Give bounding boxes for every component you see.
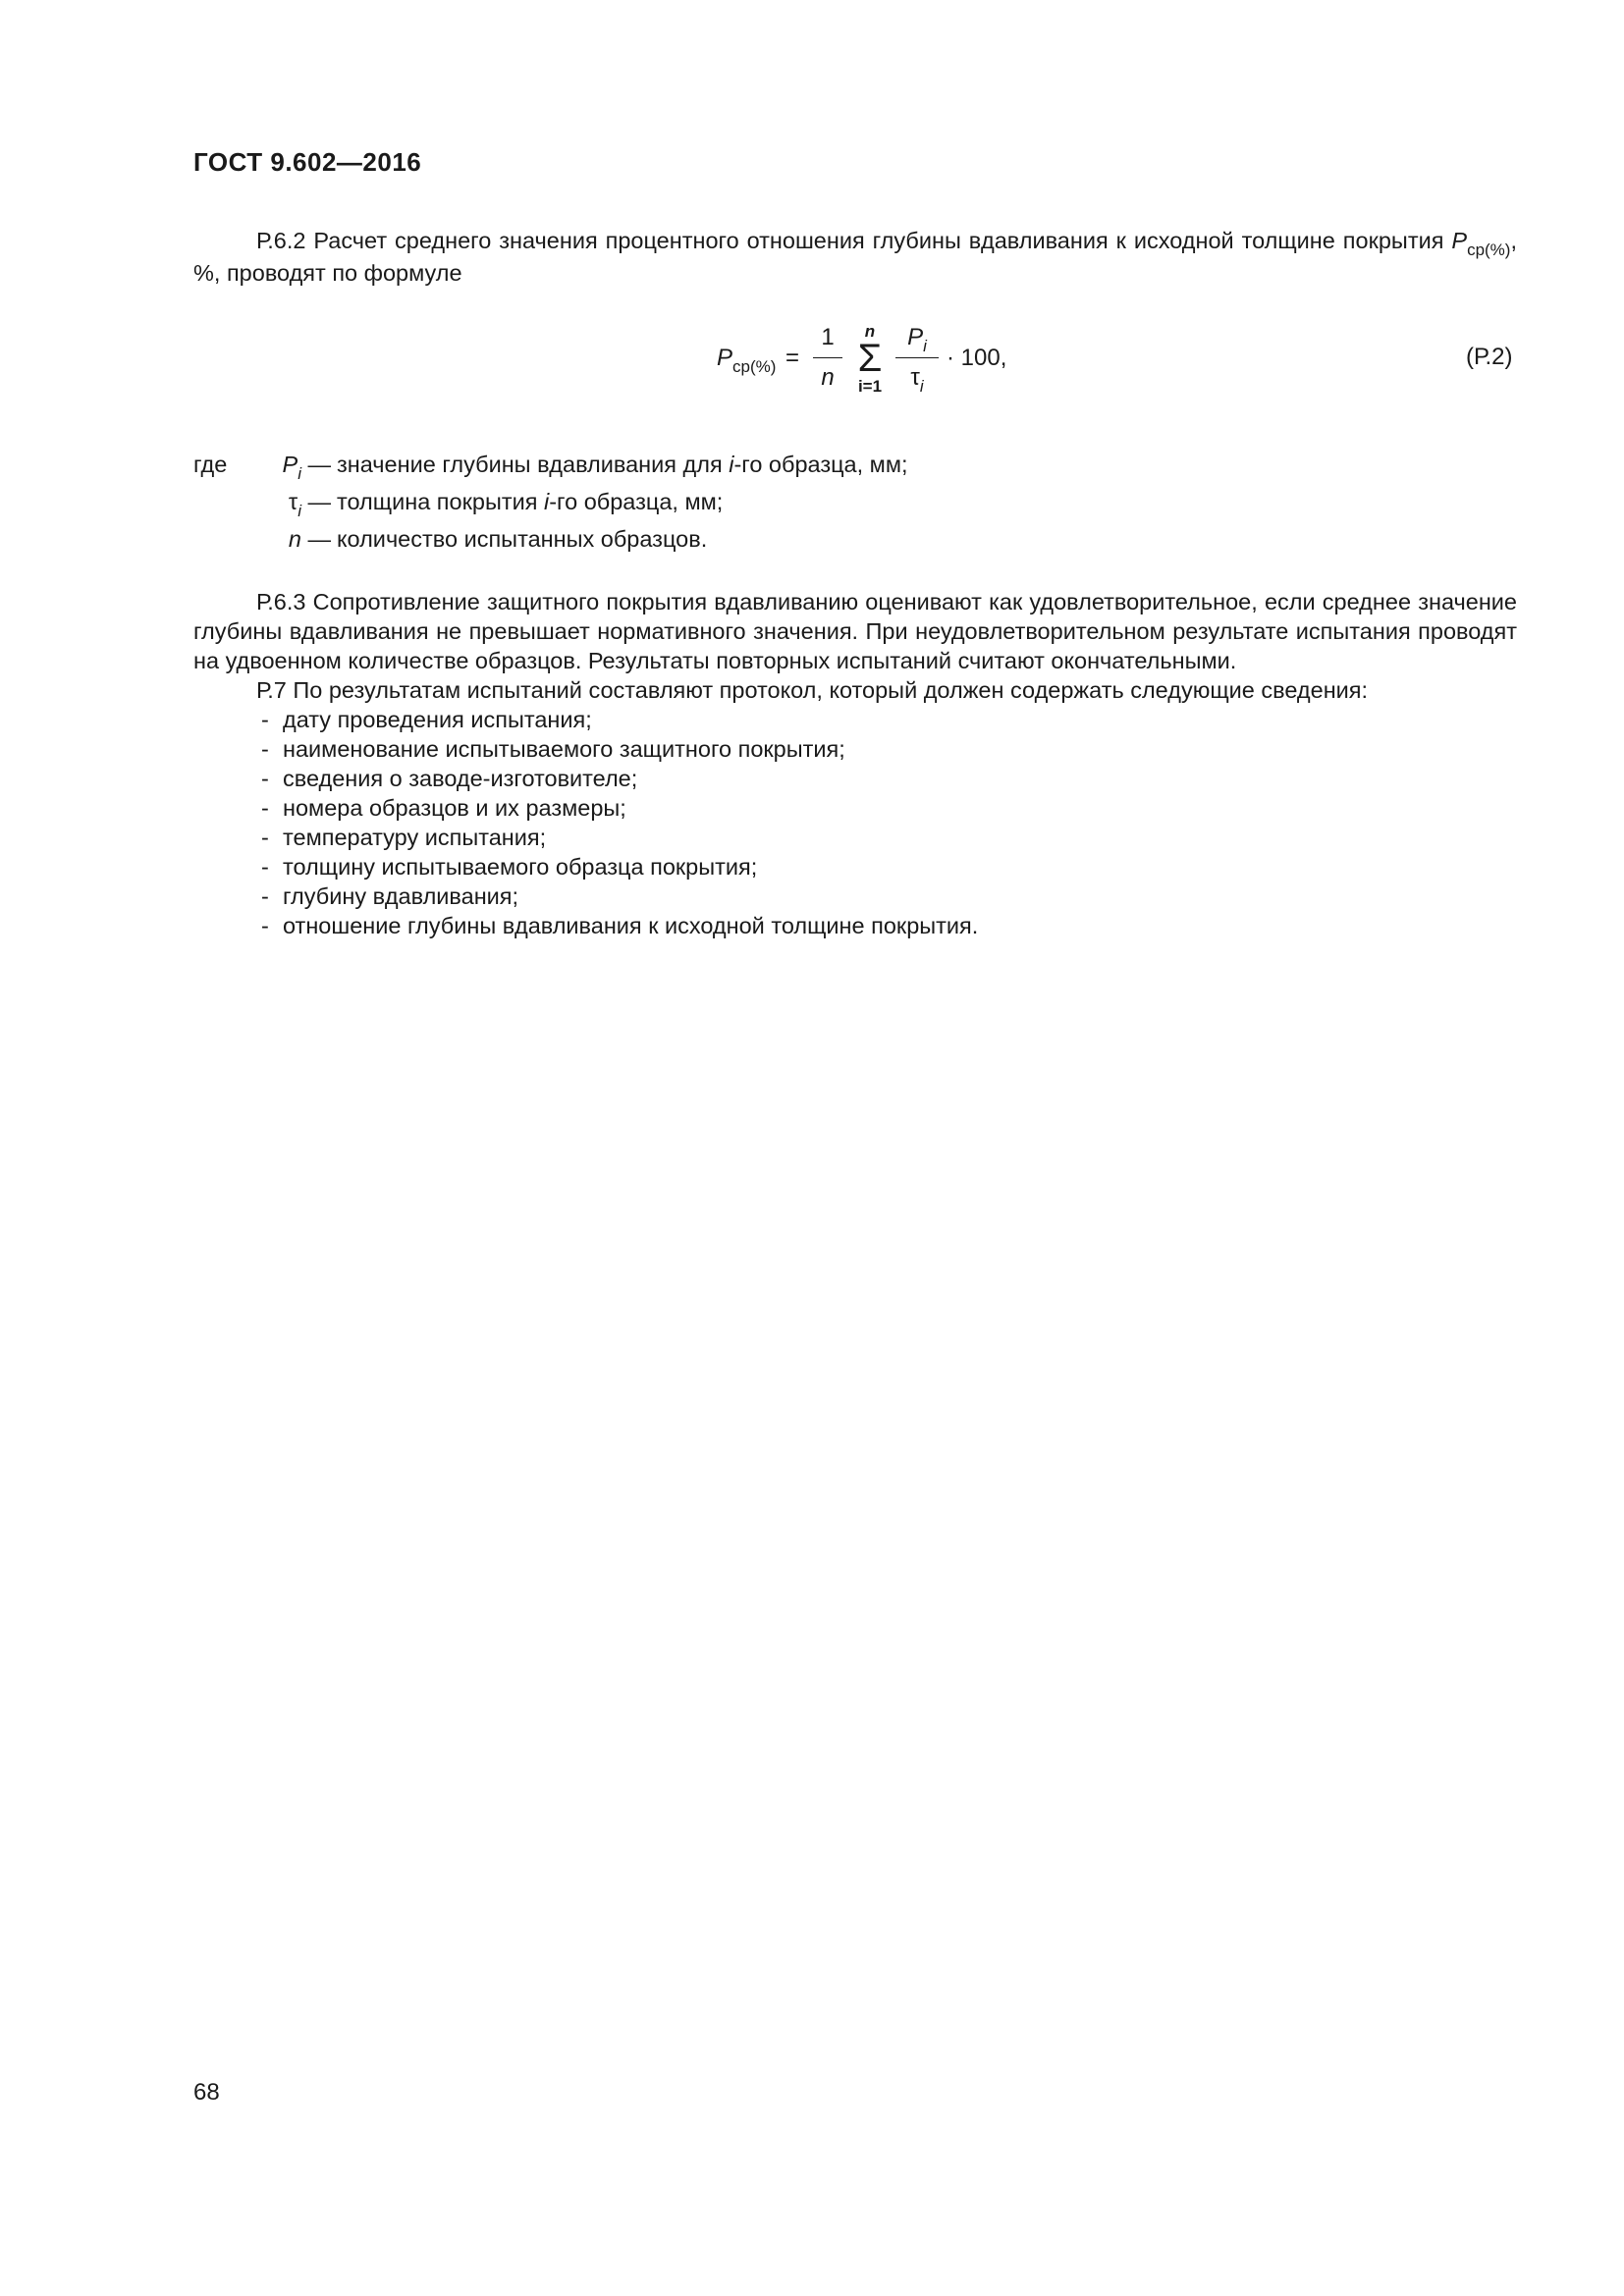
list-dash: - bbox=[261, 707, 269, 732]
list-item-text: номера образцов и их размеры; bbox=[283, 795, 626, 821]
list-dash: - bbox=[261, 736, 269, 762]
list-item-text: толщину испытываемого образца покрытия; bbox=[283, 854, 758, 880]
legend-symbol-sub: i bbox=[298, 502, 301, 520]
legend-dash: — bbox=[300, 526, 331, 552]
list-item-text: сведения о заводе-изготовителе; bbox=[283, 766, 638, 791]
list-item-text: наименование испытываемого защитного покрытия; bbox=[283, 736, 845, 762]
paragraph-p6-2 bbox=[193, 226, 1517, 288]
legend-symbol bbox=[237, 526, 331, 553]
legend-symbol bbox=[237, 452, 331, 483]
equation-number: (Р.2) bbox=[1466, 344, 1513, 370]
list-item-text: отношение глубины вдавливания к исходной толщине покрытия. bbox=[283, 913, 979, 938]
legend-dash: — bbox=[300, 489, 331, 514]
list-item bbox=[261, 734, 978, 764]
legend-text bbox=[337, 452, 908, 478]
list-item-text: температуру испытания; bbox=[283, 825, 547, 850]
p6-2-text-a: Р.6.2 Расчет среднего значения процентного отношения глубины вдавливания к исходной толщине покрытия bbox=[256, 228, 1452, 253]
list-dash: - bbox=[261, 766, 269, 791]
legend-symbol-main: n bbox=[288, 526, 301, 552]
fraction-2-bar bbox=[895, 357, 939, 358]
paragraph-p6-3: Р.6.3 Сопротивление защитного покрытия вдавливанию оценивают как удовлетворительное, если среднее значение глубины вдавливания не превышает нормативного значения. При неудовлетворительном результате испытания проводят на удвоенном количестве образцов. Результаты повторных испытаний считают окончательными. bbox=[193, 589, 1517, 673]
list-item bbox=[261, 764, 978, 793]
list-item bbox=[261, 793, 978, 823]
legend-text-a: значение глубины вдавливания для bbox=[337, 452, 730, 477]
legend-text-italic: i bbox=[543, 489, 550, 514]
fraction-1-numerator: 1 bbox=[821, 324, 835, 350]
legend-symbol-main: τ bbox=[288, 489, 298, 514]
list-dash: - bbox=[261, 883, 269, 909]
legend-text: количество испытанных образцов. bbox=[337, 526, 708, 552]
fraction-2-numerator bbox=[895, 324, 939, 355]
formula-tail: · 100, bbox=[947, 345, 1007, 371]
fraction-2-den-symbol: τ bbox=[910, 364, 920, 391]
formula-sum bbox=[852, 322, 888, 396]
fraction-1-denominator: n bbox=[821, 364, 835, 391]
list-dash: - bbox=[261, 825, 269, 850]
formula-fraction-1 bbox=[813, 324, 842, 392]
fraction-2-num-symbol: P bbox=[907, 324, 924, 350]
legend-dash: — bbox=[300, 452, 331, 477]
list-item bbox=[261, 705, 978, 734]
list-item bbox=[261, 823, 978, 852]
list-dash: - bbox=[261, 854, 269, 880]
fraction-2-num-sub: i bbox=[923, 337, 927, 355]
protocol-contents-list bbox=[261, 705, 978, 940]
formula-lhs-symbol: P bbox=[717, 345, 733, 371]
fraction-2-den-sub: i bbox=[919, 377, 924, 396]
legend-symbol-main: P bbox=[282, 452, 298, 477]
legend-text-italic: i bbox=[729, 452, 734, 477]
formula-equals: = bbox=[785, 345, 800, 371]
formula-p2 bbox=[707, 312, 1007, 410]
p6-2-text-b: , %, проводят по формуле bbox=[193, 228, 1517, 286]
fraction-1-bar bbox=[813, 357, 842, 358]
list-item bbox=[261, 881, 978, 911]
legend-text-b: -го образца, мм; bbox=[549, 489, 724, 514]
formula-lhs-sub: ср(%) bbox=[732, 357, 777, 376]
sum-upper-limit: n bbox=[864, 322, 876, 341]
list-item-text: дату проведения испытания; bbox=[283, 707, 592, 732]
formula-fraction-2 bbox=[895, 324, 939, 396]
legend-text bbox=[337, 489, 723, 515]
legend-symbol bbox=[237, 489, 331, 520]
sum-lower-limit: i=1 bbox=[857, 377, 883, 396]
list-item bbox=[261, 852, 978, 881]
page-number: 68 bbox=[193, 2079, 220, 2106]
sum-sigma-icon: Σ bbox=[857, 337, 883, 380]
legend-text-a: толщина покрытия bbox=[337, 489, 544, 514]
document-header: ГОСТ 9.602—2016 bbox=[193, 147, 422, 177]
p6-2-symbol: P bbox=[1451, 228, 1468, 253]
formula-lhs bbox=[717, 345, 777, 376]
list-dash: - bbox=[261, 913, 269, 938]
paragraph-p7: Р.7 По результатам испытаний составляют протокол, который должен содержать следующие сведения: bbox=[256, 677, 1369, 703]
fraction-2-denominator bbox=[895, 364, 939, 396]
legend-symbol-sub: i bbox=[298, 464, 301, 483]
p6-2-symbol-sub: ср(%) bbox=[1467, 240, 1511, 259]
legend-text-b: -го образца, мм; bbox=[733, 452, 908, 477]
list-item-text: глубину вдавливания; bbox=[283, 883, 519, 909]
list-dash: - bbox=[261, 795, 269, 821]
legend-where-label: где bbox=[193, 452, 228, 477]
list-item bbox=[261, 911, 978, 940]
